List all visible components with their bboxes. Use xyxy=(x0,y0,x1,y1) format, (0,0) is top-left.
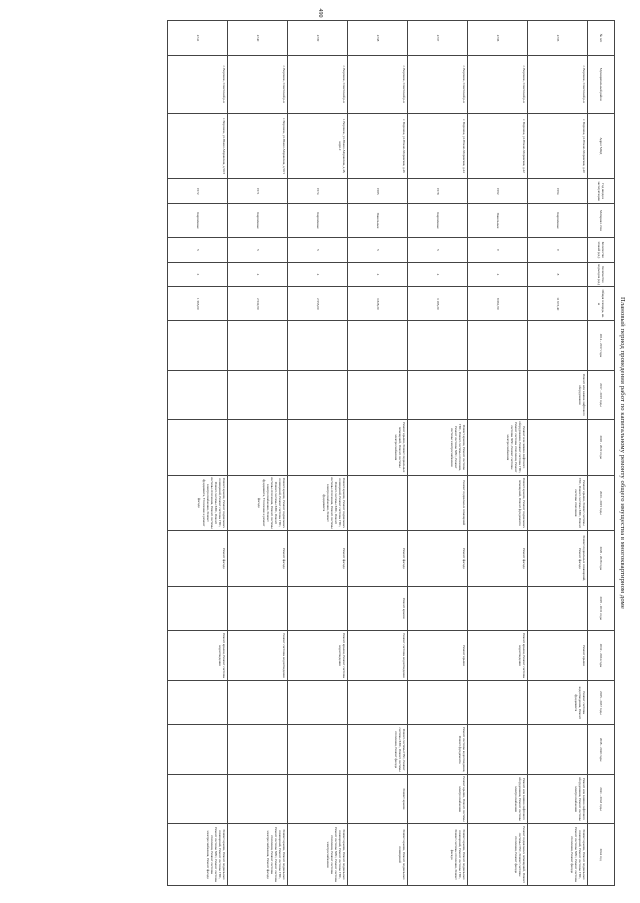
table-body xyxy=(168,21,588,886)
cell-address: г. Воронеж, ул.Южно-Моравская, д.44 xyxy=(408,113,468,179)
cell-floors: 9 xyxy=(528,237,588,262)
cell-num: 4736 xyxy=(468,21,528,56)
header-cell: 2014 - 2017 годы xyxy=(588,321,615,370)
cell-entrances: 4 xyxy=(348,262,408,287)
header-cell: 2020 - 2022 годы xyxy=(588,419,615,475)
table-row xyxy=(408,21,468,886)
page-number: 490 xyxy=(317,8,323,18)
cell-area: 11 673,40 xyxy=(528,287,588,321)
cell-p2038 xyxy=(288,725,348,774)
cell-p2020 xyxy=(228,419,288,475)
cell-p2032: Ремонт крыши, Ремонт системы водоотведения xyxy=(168,630,228,680)
cell-p2026: Ремонт фасада xyxy=(168,531,228,587)
cell-p2035 xyxy=(228,681,288,725)
cell-p2029: Ремонт крыши xyxy=(348,586,408,630)
header-cell: Адрес МКД xyxy=(588,113,615,179)
cell-material: Кирпичные xyxy=(408,204,468,238)
table-row xyxy=(288,21,348,886)
cell-p2017 xyxy=(408,370,468,419)
cell-p2026: Ремонт подвальных помещений, Ремонт фасада xyxy=(528,531,588,587)
cell-entrances: 2 xyxy=(168,262,228,287)
cell-material: Кирпичные xyxy=(528,204,588,238)
repair-schedule-table xyxy=(167,20,615,886)
cell-area: 2 955,00 xyxy=(288,287,348,321)
cell-area: 8 661,90 xyxy=(468,287,528,321)
cell-p2038: Ремонт системы ГВС, Ремонт системы ХВС, Ремонт системы отопления, Ремонт фасада xyxy=(348,725,408,774)
cell-p2020: Ремонт крыши, Ремонт подвальных помещений, Ремонт системы электроснабжения xyxy=(348,419,408,475)
cell-p2023: Ремонт крыши, Ремонт подвальных помещений, Ремонт системы ГВС, Ремонт системы ХВС, Ремонт системы отопления, Ремонт системы электроснабжения, Ремонт фундамента, Утепление и ремонт фасада xyxy=(168,475,228,531)
cell-year: 1974 xyxy=(288,179,348,204)
header-cell: 2029 - 2031 годы xyxy=(588,586,615,630)
header-cell: Год ввода в эксплуатацию xyxy=(588,179,615,204)
cell-p2017 xyxy=(168,370,228,419)
cell-address: г. Воронеж, ул.Южно-Моравская, д.48, корп.2 xyxy=(288,113,348,179)
cell-p2014 xyxy=(528,321,588,370)
cell-num: 4735 xyxy=(528,21,588,56)
cell-num: 4739 xyxy=(288,21,348,56)
cell-area: 1 565,00 xyxy=(168,287,228,321)
document-body xyxy=(83,20,629,886)
cell-address: г. Воронеж, ул.Южно-Моравская, д.46 xyxy=(348,113,408,179)
cell-p2035 xyxy=(468,681,528,725)
cell-p2041 xyxy=(168,774,228,823)
cell-p2026: Ремонт фасада xyxy=(468,531,528,587)
cell-p2038 xyxy=(228,725,288,774)
cell-material: Кирпичные xyxy=(288,204,348,238)
header-cell: 2017 - 2019 годы xyxy=(588,370,615,419)
cell-year: 1985 xyxy=(348,179,408,204)
cell-p2014 xyxy=(468,321,528,370)
cell-p2023: Ремонт крыши, Ремонт подвальных помещений, Ремонт системы ГВС, Ремонт системы ХВС, Ремонт системы отопления, Ремонт системы электроснабжения, Ремонт фундамента, Утепление и ремонт фасада xyxy=(228,475,288,531)
cell-entrances: 4 xyxy=(288,262,348,287)
cell-year: 1972 xyxy=(168,179,228,204)
cell-p2032: Ремонт системы водоотведения xyxy=(348,630,408,680)
table-row xyxy=(228,21,288,886)
header-cell: 2035 - 2037 годы xyxy=(588,681,615,725)
cell-p2014 xyxy=(348,321,408,370)
cell-floors: 5 xyxy=(408,237,468,262)
cell-p2014 xyxy=(288,321,348,370)
cell-p2029 xyxy=(228,586,288,630)
cell-p2035 xyxy=(348,681,408,725)
cell-p2020 xyxy=(528,419,588,475)
cell-district: г. Воронеж, Советский р-н xyxy=(288,55,348,113)
cell-num: 4737 xyxy=(408,21,468,56)
header-cell: 2044 год xyxy=(588,824,615,886)
cell-p2023: Ремонт крыши, Ремонт системы ГВС, Ремонт системы ХВС, Ремонт системы отопления xyxy=(528,475,588,531)
cell-p2038: Ремонт системы водоотведения, Ремонт фундамента xyxy=(408,725,468,774)
cell-p2023: Ремонт крыши, Ремонт подвальных помещений, Ремонт системы ГВС, Ремонт системы ХВС, Ремонт системы отопления, Ремонт системы электроснабжения, Ремонт фундамента xyxy=(288,475,348,531)
cell-entrances: 4 xyxy=(468,262,528,287)
cell-floors: 9 xyxy=(468,237,528,262)
cell-district: г. Воронеж, Советский р-н xyxy=(228,55,288,113)
cell-district: г. Воронеж, Советский р-н xyxy=(168,55,228,113)
cell-p2017 xyxy=(348,370,408,419)
cell-year: 1994 xyxy=(528,179,588,204)
cell-address: г. Воронеж, ул.Южно-Моравская, д.40 xyxy=(528,113,588,179)
cell-p2035 xyxy=(168,681,228,725)
cell-p2041: Ремонт или замена лифтового оборудования, Ремонт системы электроснабжения xyxy=(468,774,528,823)
table-title: Плановый период проведения работ по капитальному ремонту общего имущества в многоквартирном доме xyxy=(619,297,626,609)
cell-entrances: 4 xyxy=(228,262,288,287)
cell-p2041: Ремонт или замена лифтового оборудования, Ремонт системы электроснабжения xyxy=(528,774,588,823)
cell-entrances: 4 xyxy=(408,262,468,287)
cell-p2035 xyxy=(408,681,468,725)
cell-year: 1978 xyxy=(408,179,468,204)
cell-year: 1992 xyxy=(468,179,528,204)
header-cell: 2032 - 2034 годы xyxy=(588,630,615,680)
rotated-table-block xyxy=(83,20,629,886)
cell-p2017 xyxy=(228,370,288,419)
cell-p2020: Ремонт или замена лифтового оборудования, Ремонт системы ГВС, Ремонт системы отопления, Ремонт системы ХВС, Ремонт системы электроснабжения xyxy=(468,419,528,475)
cell-p2038 xyxy=(528,725,588,774)
cell-p2044: Ремонт крыши, Ремонт подвальных помещений, Ремонт системы ГВС, Ремонт системы ХВС, Ремонт системы отопления, Ремонт фасада xyxy=(528,824,588,886)
header-cell: Муниципальный район xyxy=(588,55,615,113)
cell-area: 2 932,90 xyxy=(228,287,288,321)
cell-district: г. Воронеж, Советский р-н xyxy=(528,55,588,113)
cell-p2023: Ремонт подвальных помещений xyxy=(408,475,468,531)
cell-p2035: Ремонт системы водоотведения, Ремонт фундамента xyxy=(528,681,588,725)
cell-p2032: Ремонт крыши, Ремонт системы водоотведения xyxy=(468,630,528,680)
header-cell: Общая площадь, кв. м xyxy=(588,287,615,321)
cell-p2041 xyxy=(288,774,348,823)
cell-p2044: Ремонт крыши, Ремонт подвальных помещений, Ремонт системы ГВС, Ремонт системы отопления, Ремонт фасада xyxy=(408,824,468,886)
cell-p2029 xyxy=(408,586,468,630)
cell-p2014 xyxy=(408,321,468,370)
cell-p2026: Ремонт фасада xyxy=(288,531,348,587)
header-cell: Материал стен xyxy=(588,204,615,238)
cell-year: 1971 xyxy=(228,179,288,204)
cell-p2041 xyxy=(228,774,288,823)
cell-p2020: Ремонт крыши, Ремонт системы ГВС, Ремонт системы отопления, Ремонт системы ХВС, Ремонт системы электроснабжения xyxy=(408,419,468,475)
cell-address: г. Воронеж, ул.Южно-Моравская, д.50/3 xyxy=(168,113,228,179)
cell-area: 3 185,20 xyxy=(408,287,468,321)
cell-p2038 xyxy=(168,725,228,774)
header-row xyxy=(588,21,615,886)
cell-p2032: Ремонт системы водоотведения xyxy=(228,630,288,680)
cell-num: 4741 xyxy=(168,21,228,56)
cell-p2014 xyxy=(168,321,228,370)
cell-p2044: Ремонт крыши, Ремонт подвальных помещений xyxy=(348,824,408,886)
table-row xyxy=(468,21,528,886)
cell-p2017: Ремонт или замена лифтового оборудования xyxy=(528,370,588,419)
cell-floors: 5 xyxy=(348,237,408,262)
cell-p2020 xyxy=(288,419,348,475)
cell-p2017 xyxy=(468,370,528,419)
header-cell: Количество этажей (ед.) xyxy=(588,237,615,262)
header-cell: № п/п xyxy=(588,21,615,56)
table-row xyxy=(348,21,408,886)
header-cell: 2026 - 2028 годы xyxy=(588,531,615,587)
cell-district: г. Воронеж, Советский р-н xyxy=(468,55,528,113)
cell-p2023 xyxy=(348,475,408,531)
cell-material: Кирпичные xyxy=(168,204,228,238)
cell-floors: 5 xyxy=(228,237,288,262)
cell-material: Панельные xyxy=(468,204,528,238)
cell-floors: 5 xyxy=(168,237,228,262)
cell-p2044: Ремонт крыши, Ремонт подвальных помещений, Ремонт системы ГВС, Ремонт системы ХВС, Ремонт системы отопления, Ремонт системы электроснабжения, Ремонт фасада xyxy=(168,824,228,886)
cell-p2020 xyxy=(168,419,228,475)
cell-p2029 xyxy=(528,586,588,630)
cell-p2032: Ремонт крыши xyxy=(408,630,468,680)
cell-p2044: Ремонт подвальных помещений, Ремонт системы ГВС, Ремонт системы отопления, Ремонт фасада xyxy=(468,824,528,886)
cell-num: 4738 xyxy=(348,21,408,56)
header-cell: 2023 - 2025 годы xyxy=(588,475,615,531)
table-row xyxy=(528,21,588,886)
cell-p2014 xyxy=(228,321,288,370)
cell-p2026: Ремонт фасада xyxy=(348,531,408,587)
cell-floors: 5 xyxy=(288,237,348,262)
table-row xyxy=(168,21,228,886)
header-cell: Количество подъездов (ед.) xyxy=(588,262,615,287)
cell-p2029 xyxy=(288,586,348,630)
cell-entrances: 8 xyxy=(528,262,588,287)
cell-p2044: Ремонт крыши, Ремонт подвальных помещений, Ремонт системы ГВС, Ремонт системы ХВС, Ремонт системы отопления, Ремонт системы электроснабжения xyxy=(288,824,348,886)
cell-address: г. Воронеж, ул.Южно-Моравская, д.50/1 xyxy=(228,113,288,179)
header-cell: 2038 - 2040 годы xyxy=(588,725,615,774)
cell-p2029 xyxy=(168,586,228,630)
header-cell: 2041 - 2043 годы xyxy=(588,774,615,823)
cell-p2035 xyxy=(288,681,348,725)
cell-p2044: Ремонт крыши, Ремонт подвальных помещений, Ремонт системы ГВС, Ремонт системы ХВС, Ремонт системы отопления, Ремонт системы электроснабжения, Ремонт фасада xyxy=(228,824,288,886)
cell-p2032: Ремонт крыши, Ремонт системы водоотведения xyxy=(288,630,348,680)
cell-district: г. Воронеж, Советский р-н xyxy=(348,55,408,113)
cell-p2023: Ремонт крыши, Ремонт подвальных помещений, Ремонт фундамента xyxy=(468,475,528,531)
cell-p2041: Ремонт крыши xyxy=(348,774,408,823)
cell-area: 3 828,20 xyxy=(348,287,408,321)
cell-address: г. Воронеж, ул.Южно-Моравская, д.42 xyxy=(468,113,528,179)
cell-p2041: Ремонт крыши, Ремонт системы электроснабжения xyxy=(408,774,468,823)
cell-district: г. Воронеж, Советский р-н xyxy=(408,55,468,113)
cell-p2026: Ремонт фасада xyxy=(408,531,468,587)
cell-p2029 xyxy=(468,586,528,630)
cell-p2026: Ремонт фасада xyxy=(228,531,288,587)
cell-material: Панельные xyxy=(348,204,408,238)
cell-p2038 xyxy=(468,725,528,774)
cell-material: Кирпичные xyxy=(228,204,288,238)
cell-p2017 xyxy=(288,370,348,419)
cell-num: 4740 xyxy=(228,21,288,56)
cell-p2032: Ремонт крыши xyxy=(528,630,588,680)
